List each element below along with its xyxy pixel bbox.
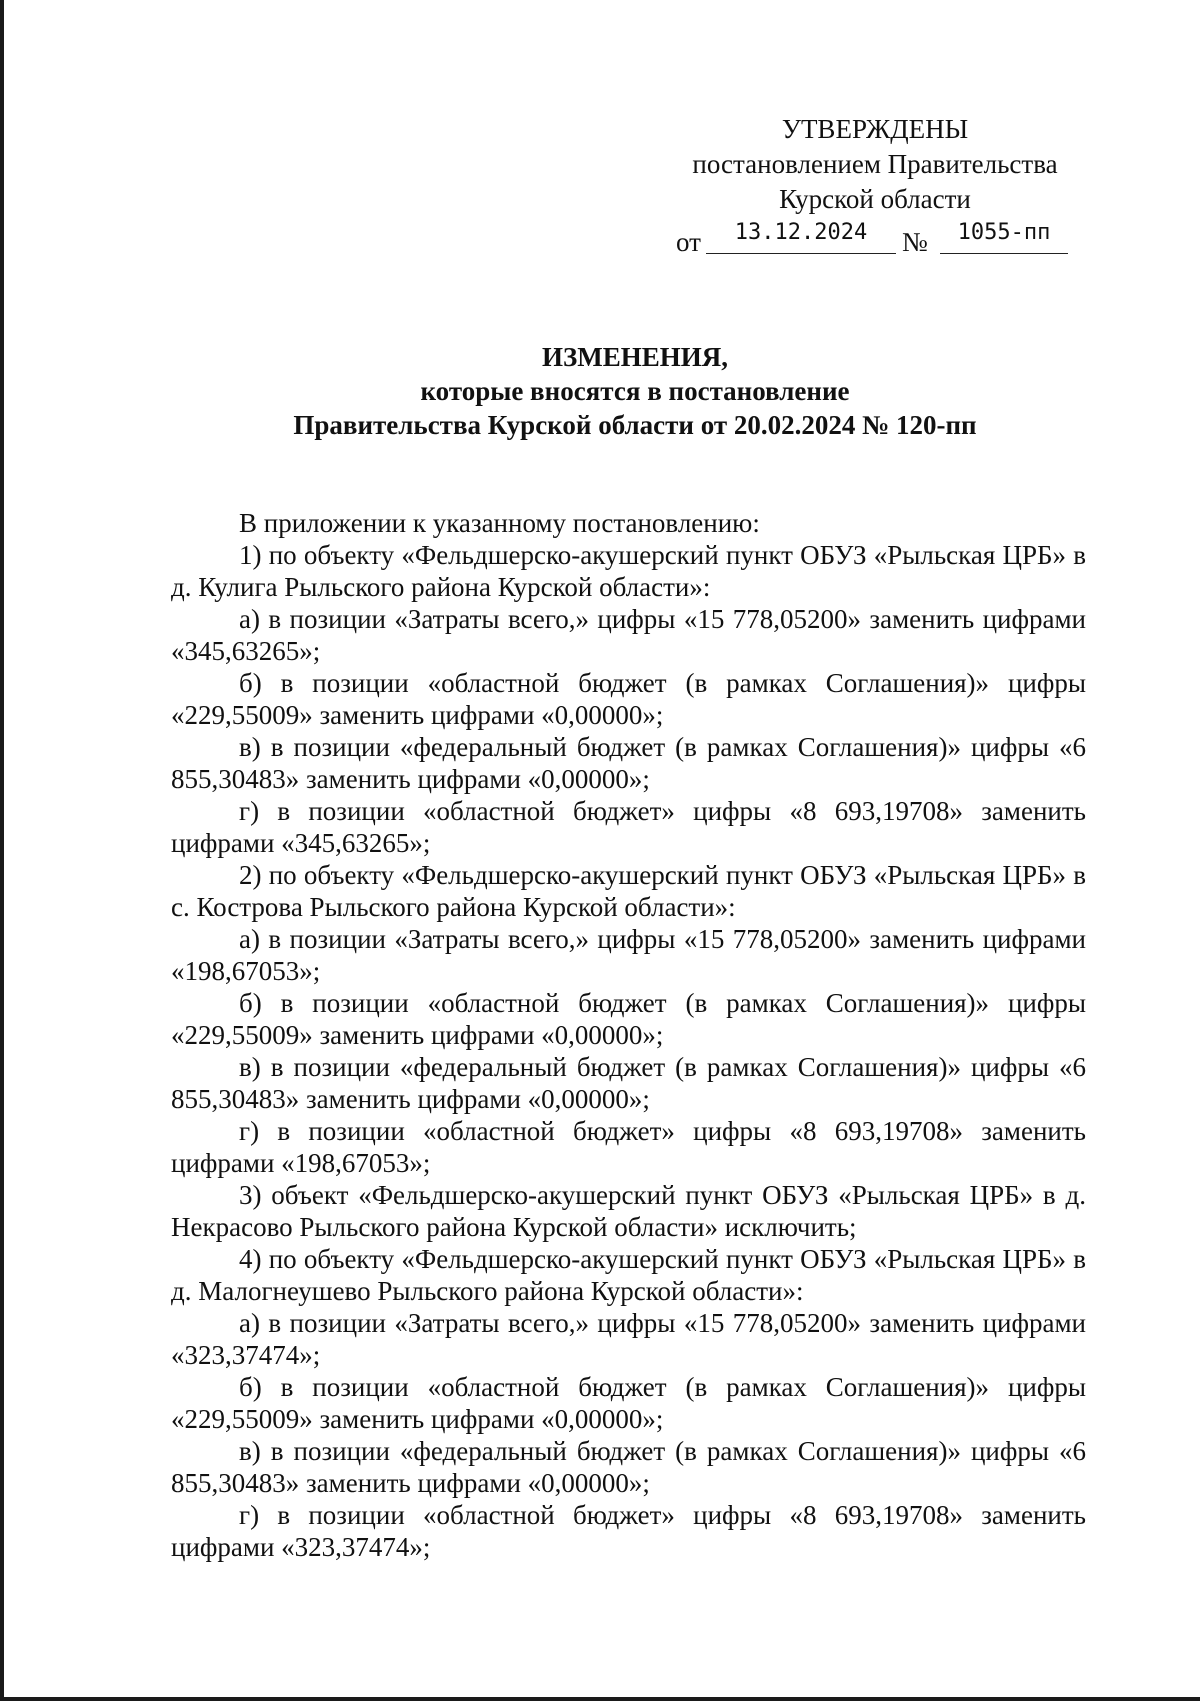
paragraph-item-4a: а) в позиции «Затраты всего,» цифры «15 778,05200» заменить цифрами «323,37474»; [171, 1308, 1086, 1370]
approval-title: УТВЕРЖДЕНЫ [781, 114, 969, 144]
date-prefix: от [676, 227, 701, 257]
document-body [171, 507, 1086, 1563]
heading-title: ИЗМЕНЕНИЯ, [541, 342, 728, 372]
paragraph-intro: В приложении к указанному постановлению: [239, 508, 760, 538]
paragraph-item-2v: в) в позиции «федеральный бюджет (в рамках Соглашения)» цифры «6 855,30483» заменить цифрами «0,00000»; [171, 1052, 1086, 1114]
scan-edge-left [0, 0, 4, 1701]
paragraph-item-3: 3) объект «Фельдшерско-акушерский пункт ОБУЗ «Рыльская ЦРБ» в д. Некрасово Рыльского района Курской области» исключить; [171, 1180, 1086, 1242]
approval-region: Курской области [779, 184, 971, 214]
document-heading [170, 340, 1100, 442]
approval-issuer: постановлением Правительства [692, 149, 1058, 179]
paragraph-item-1b: б) в позиции «областной бюджет (в рамках Соглашения)» цифры «229,55009» заменить цифрами «0,00000»; [171, 668, 1086, 730]
heading-subtitle-1: которые вносятся в постановление [420, 376, 850, 406]
paragraph-item-4g: г) в позиции «областной бюджет» цифры «8 693,19708» заменить цифрами «323,37474»; [171, 1500, 1086, 1562]
paragraph-item-1: 1) по объекту «Фельдшерско-акушерский пункт ОБУЗ «Рыльская ЦРБ» в д. Кулига Рыльского района Курской области»: [171, 540, 1086, 602]
paragraph-item-1g: г) в позиции «областной бюджет» цифры «8 693,19708» заменить цифрами «345,63265»; [171, 796, 1086, 858]
heading-subtitle-2: Правительства Курской области от 20.02.2024 № 120-пп [293, 410, 977, 440]
approval-block [640, 112, 1080, 257]
number-prefix: № [902, 227, 928, 257]
paragraph-item-1v: в) в позиции «федеральный бюджет (в рамках Соглашения)» цифры «6 855,30483» заменить цифрами «0,00000»; [171, 732, 1086, 794]
paragraph-item-4: 4) по объекту «Фельдшерско-акушерский пункт ОБУЗ «Рыльская ЦРБ» в д. Малогнеушево Рыльского района Курской области»: [171, 1244, 1086, 1306]
paragraph-item-2a: а) в позиции «Затраты всего,» цифры «15 778,05200» заменить цифрами «198,67053»; [171, 924, 1086, 986]
paragraph-item-4b: б) в позиции «областной бюджет (в рамках Соглашения)» цифры «229,55009» заменить цифрами «0,00000»; [171, 1372, 1086, 1434]
paragraph-item-2g: г) в позиции «областной бюджет» цифры «8 693,19708» заменить цифрами «198,67053»; [171, 1116, 1086, 1178]
approval-number: 1055-пп [940, 219, 1068, 254]
approval-date: 13.12.2024 [706, 219, 896, 254]
scan-edge-bottom [0, 1697, 1200, 1701]
paragraph-item-1a: а) в позиции «Затраты всего,» цифры «15 778,05200» заменить цифрами «345,63265»; [171, 604, 1086, 666]
paragraph-item-2: 2) по объекту «Фельдшерско-акушерский пункт ОБУЗ «Рыльская ЦРБ» в с. Кострова Рыльского района Курской области»: [171, 860, 1086, 922]
approval-date-number [640, 219, 1080, 257]
paragraph-item-2b: б) в позиции «областной бюджет (в рамках Соглашения)» цифры «229,55009» заменить цифрами «0,00000»; [171, 988, 1086, 1050]
paragraph-item-4v: в) в позиции «федеральный бюджет (в рамках Соглашения)» цифры «6 855,30483» заменить цифрами «0,00000»; [171, 1436, 1086, 1498]
